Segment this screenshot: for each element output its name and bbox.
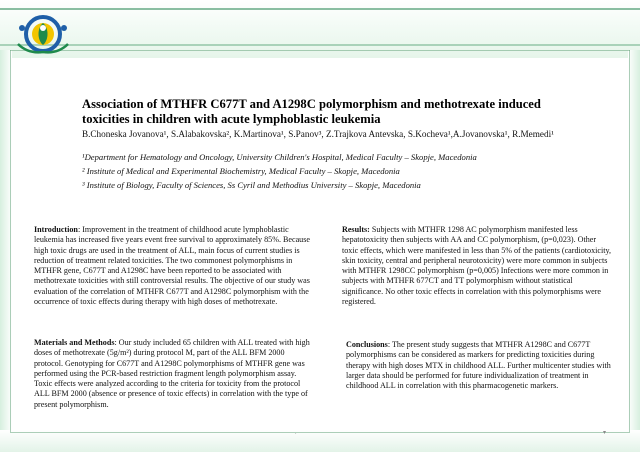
footer-page-mark: ▾ xyxy=(602,430,606,436)
conclusions-section xyxy=(346,340,614,391)
materials-section xyxy=(34,338,312,410)
results-section xyxy=(342,225,614,307)
frame-line-bottom xyxy=(10,432,630,433)
results-text: Subjects with MTHFR 1298 AC polymorphism manifested less hepatotoxicity then subjects with AA and CC polymorphism, (p=0,023). Other toxic effects, which were manifested in less than 5% of the patients (cardiotoxicity, skin toxicity, central and peripheral neurotoxicity) were more common in subjects with MTHFR 1298CC polymorphism (p=0,005) Infections were more common in subjects with MTHFR 677CT and TT polymorphism without statistical significance. No other toxic effects in correlation with this polymorphisms were registered. xyxy=(342,225,612,307)
frame-line-left xyxy=(10,50,11,432)
logo-emblem-icon xyxy=(12,14,74,54)
introduction-section xyxy=(34,225,312,307)
affiliation-1: ¹Department for Hematology and Oncology, University Children's Hospital, Medical Faculty – Skopje, Macedonia xyxy=(82,152,477,162)
top-stripe-lower xyxy=(0,44,640,46)
affiliation-3: ³ Institute of Biology, Faculty of Sciences, Ss Cyril and Methodius University – Skopje, Macedonia xyxy=(82,180,421,190)
poster-title: Association of MTHFR C677T and A1298C polymorphism and methotrexate induced toxicities in children with acute lymphoblastic leukemia xyxy=(82,97,541,126)
conclusions-text: : The present study suggests that MTHFR A1298C and C677T polymorphisms can be considered as markers for predicting toxicities during therapy with high doses MTX in childhood ALL. Further multicenter studies with larger data should be performed for future individualization of treatment in childhood ALL in correlation with this pharmacogenetic markers. xyxy=(346,340,611,391)
introduction-text: : Improvement in the treatment of childhood acute lymphoblastic leukemia has increased five years event free survival to approximately 85%. Because high toxic drugs are used in the treatment of ALL, main focus of current studies is reduction of treatment related toxicities. The two commonest polymorphisms in MTHFR gene, C677T and A1298C have been reported to be associated with methotrexate toxicities with still controversial results. The objective of our study was evaluation of the correlation of MTHFR C677T and A1298C polymorphism with the occurrence of toxic effects during therapy with high doses of methotrexate. xyxy=(34,225,310,307)
bottom-band xyxy=(0,430,640,452)
author-list: B.Choneska Jovanova¹, S.Alabakovska², K.Martinova¹, S.Panov³, Z.Trajkova Antevska, S.Kocheva¹,A.Jovanovska¹, R.Memedi¹ xyxy=(82,129,554,139)
materials-text: : Our study included 65 children with ALL treated with high doses of methotrexate (5g/m²) during protocol M, part of the ALL BFM 2000 protocol. Genotyping for C677T and A1298C polymorphisms of MTHFR gene was performed using the PCR-based restriction fragment length polymorphism assay. Toxic effects were analyzed according to the criteria for toxicity from the protocol ALL BFM 2000 (absence or presence of toxic effects) in correlation with the type of present polymorphism. xyxy=(34,338,310,409)
materials-heading: Materials and Methods xyxy=(34,338,115,347)
frame-line-right xyxy=(629,50,630,432)
introduction-heading: Introduction xyxy=(34,225,78,234)
top-stripe xyxy=(0,8,640,10)
footer-center-mark: . xyxy=(295,430,297,436)
frame-line-top xyxy=(10,50,630,51)
conclusions-heading: Conclusions xyxy=(346,340,388,349)
results-heading: Results: xyxy=(342,225,370,234)
affiliation-2: ² Institute of Medical and Experimental Biochemistry, Medical Faculty – Skopje, Macedonia xyxy=(82,166,400,176)
